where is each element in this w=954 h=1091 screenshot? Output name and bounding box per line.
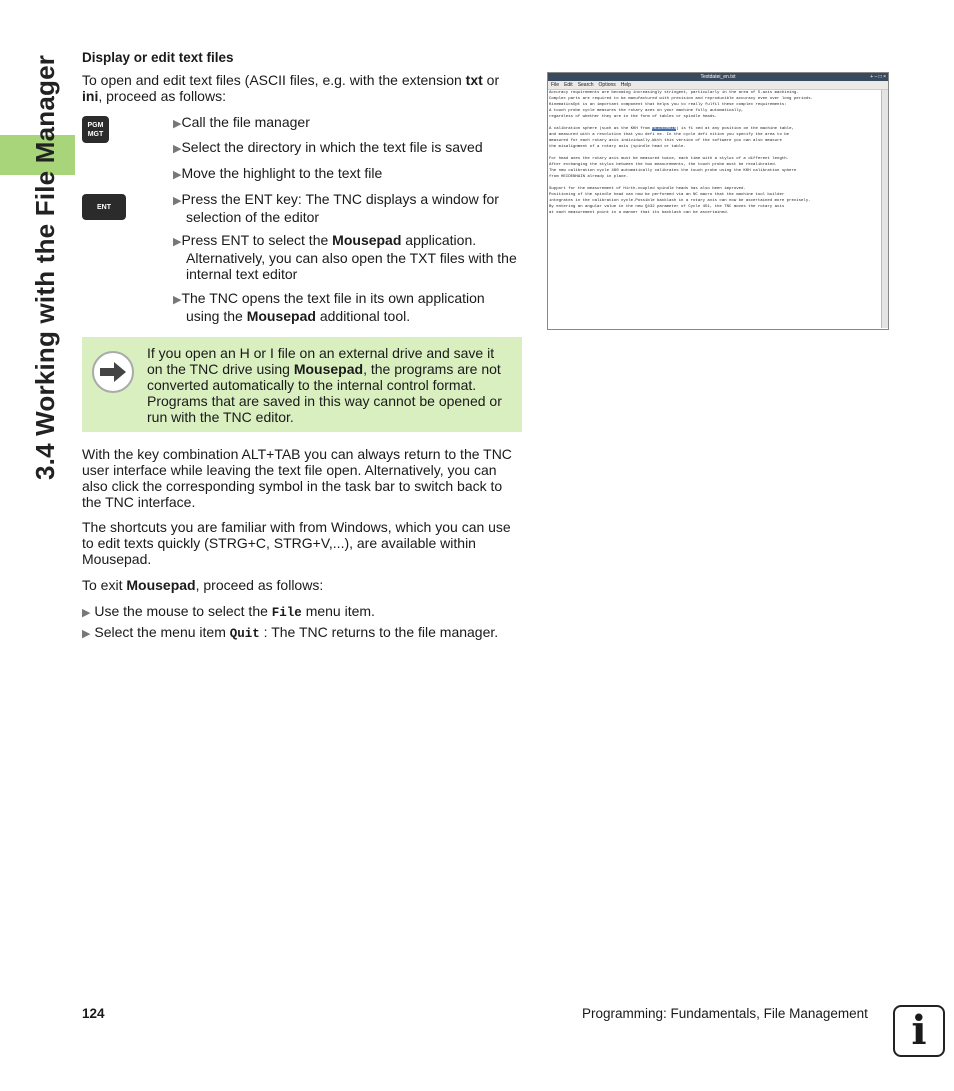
mousepad-window-screenshot bbox=[547, 72, 889, 330]
bullet-select-file-menu: ▶ Use the mouse to select the File menu item. bbox=[82, 603, 375, 620]
step-move-highlight: ▶Move the highlight to the text file bbox=[173, 165, 383, 181]
window-menubar: File Edit Search Options Help bbox=[548, 81, 888, 90]
window-controls: + – □ × bbox=[870, 74, 886, 80]
note-text: If you open an H or I file on an external drive and save it on the TNC drive using Mousepad, the programs are not converted automatically to the internal control format. Programs that are saved in this way cannot be opened or run with the TNC editor. bbox=[147, 345, 502, 425]
window-text-body: Accuracy requirements are becoming increasingly stringent, particularly in the area of 5-axis machining. Complex parts are required to be manufactured with precision and reproducible accuracy even over long periods. KinematicsOpt is an important component that helps you to really fulfil these complex requirements: A touch probe cycle measures the rotary axes on your machine fully automatically, regardless of whether they are in the form of tables or spindle heads. A calibration sphere (such as the KKH from HEIDENHAIN) is fi xed at any position on the machine table, and measured with a resolution that you defi ne. In the cycle defi nition you specify the area to be measured for each rotary axis individually.With this version of the software you can also measure the misalignment of a rotary axis (spindle head or table. For head axes the rotary axis must be measured twice, each time with a stylus of a different length. After exchanging the stylus between the two measurements, the touch probe must be recalibrated. The new calibration cycle 460 automatically calibrates the touch probe using the KKH calibration sphere from HEIDENHAIN already in place. Support for the measurement of Hirth-coupled spindle heads has also been improved. Positioning of the spindle head can now be performed via an NC macro that the machine tool builder integrates in the calibration cycle.Possible backlash in a rotary axis can now be ascertained more precisely. By entering an angular value in the new Q432 parameter of Cycle 451, the TNC moves the rotary axis at each measurement point in a manner that its backlash can be ascertained. bbox=[549, 91, 814, 215]
step-tnc-opens-file: ▶The TNC opens the text file in its own application using the Mousepad additional tool. bbox=[173, 290, 485, 324]
paragraph-shortcuts: The shortcuts you are familiar with from Windows, which you can use to edit texts quickly (STRG+C, STRG+V,...), are available within Mousepad. bbox=[82, 519, 511, 567]
arrow-right-icon bbox=[92, 351, 134, 393]
footer-title: Programming: Fundamentals, File Management bbox=[582, 1006, 868, 1021]
pgm-mgt-key-icon: PGM MGT bbox=[82, 116, 109, 143]
step-call-file-manager: ▶Call the file manager bbox=[173, 114, 310, 130]
ent-key-icon: ENT bbox=[82, 194, 126, 220]
page-number: 124 bbox=[82, 1006, 105, 1021]
section-heading: Display or edit text files bbox=[82, 50, 234, 65]
window-scrollbar bbox=[881, 90, 888, 328]
window-titlebar: Textdatei_en.txt + – □ × bbox=[548, 73, 888, 81]
step-select-directory: ▶Select the directory in which the text file is saved bbox=[173, 139, 483, 155]
chapter-side-title: 3.4 Working with the File Manager bbox=[30, 54, 60, 480]
bullet-select-quit: ▶ Select the menu item Quit : The TNC returns to the file manager. bbox=[82, 624, 499, 641]
paragraph-exit: To exit Mousepad, proceed as follows: bbox=[82, 577, 324, 593]
note-box bbox=[82, 337, 522, 432]
intro-paragraph: To open and edit text files (ASCII files, e.g. with the extension txt or ini, proceed as follows: bbox=[82, 72, 500, 104]
step-select-mousepad: ▶Press ENT to select the Mousepad application. Alternatively, you can also open the TXT files with the internal text editor bbox=[173, 232, 517, 282]
info-icon: i bbox=[893, 1005, 945, 1057]
step-press-ent: ▶Press the ENT key: The TNC displays a window for selection of the editor bbox=[173, 191, 499, 225]
paragraph-alt-tab: With the key combination ALT+TAB you can always return to the TNC user interface while leaving the text file open. Alternatively, you can also click the corresponding symbol in the task bar to switch back to the TNC interface. bbox=[82, 446, 512, 510]
